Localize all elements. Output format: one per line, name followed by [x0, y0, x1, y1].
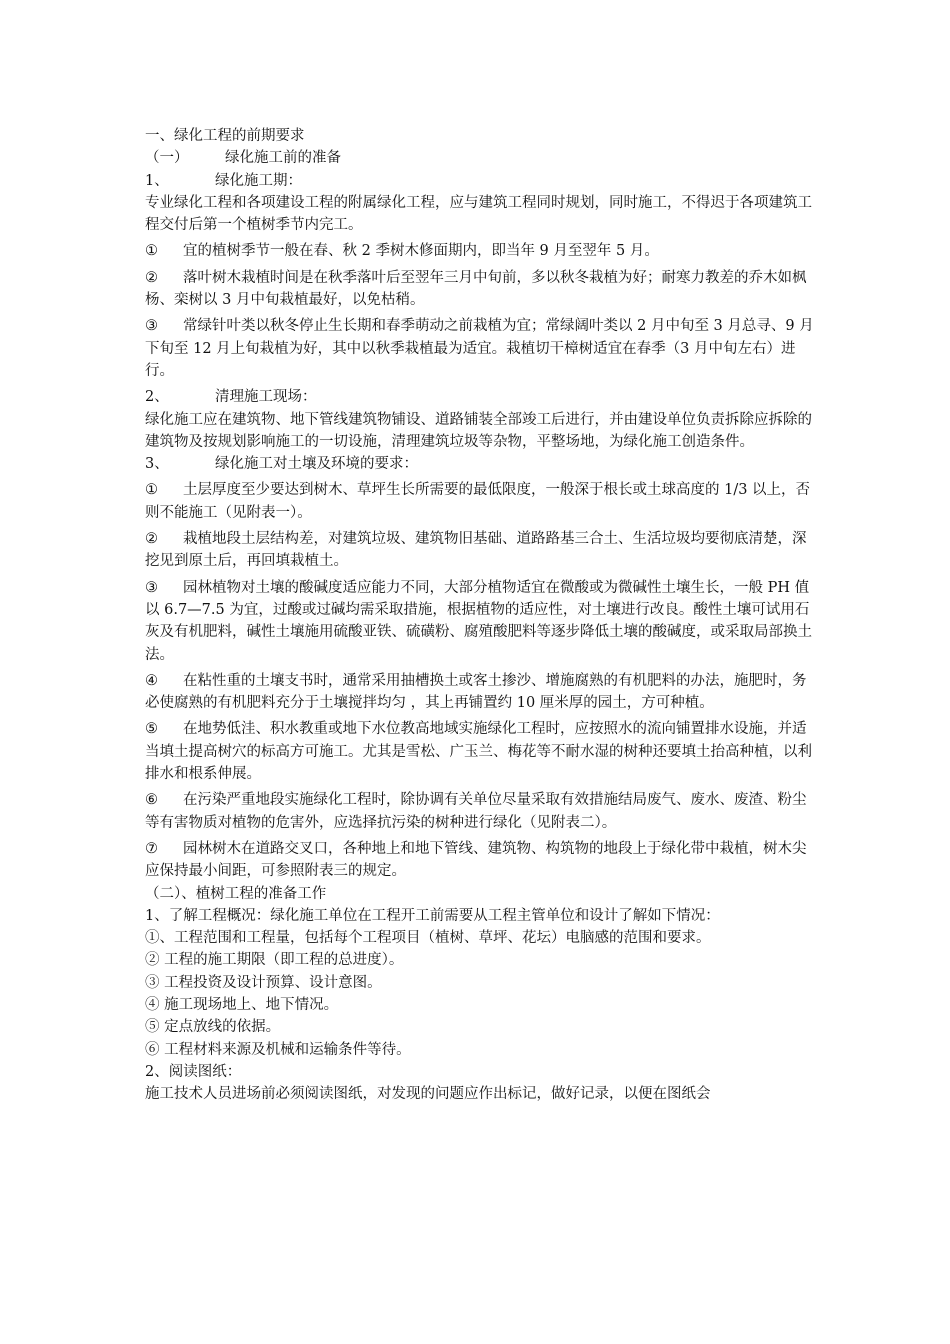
list-text: 园林植物对土壤的酸碱度适应能力不同，大部分植物适宜在微酸或为微碱性土壤生长，一般 PH 值以 6.7—7.5 为宜，过酸或过碱均需采取措施，根据植物的适应性，对土壤进行改良。酸性土壤可试用石灰及有机肥料，碱性土壤施用硫酸亚铁、硫磺粉、腐殖酸肥料等逐步降低土壤的酸碱度，或采取局部换土法。 — [145, 579, 812, 663]
list-marker: ① — [145, 243, 158, 260]
section-heading-1 — [145, 147, 815, 169]
list-text: 栽植地段土层结构差，对建筑垃圾、建筑物旧基础、道路路基三合土、生活垃圾均要彻底清楚，深挖见到原土后，再回填栽植土。 — [145, 531, 807, 570]
item-marker: 2、 — [145, 389, 169, 406]
list-marker: ③ — [145, 579, 158, 596]
list-item: ② 工程的施工期限（即工程的总进度）。 — [145, 952, 404, 969]
item-heading-2 — [145, 386, 815, 408]
list-item: ③ 工程投资及设计预算、设计意图。 — [145, 974, 382, 991]
section-heading-2: （二）、植树工程的准备工作 — [145, 885, 327, 902]
list-text: 落叶树木栽植时间是在秋季落叶后至翌年三月中旬前，多以秋冬栽植为好；耐寒力教差的乔木如枫杨、栾树以 3 月中旬栽植最好，以免枯稍。 — [145, 269, 807, 309]
item-title: 绿化施工对土壤及环境的要求： — [215, 456, 418, 473]
subsection-item-2: 2、阅读图纸： — [145, 1063, 242, 1080]
subsection-item-1: 1、了解工程概况：绿化施工单位在工程开工前需要从工程主管单位和设计了解如下情况： — [145, 907, 720, 924]
list-marker: ⑤ — [145, 721, 158, 738]
item-title: 清理施工现场： — [215, 389, 317, 406]
item-marker: 1、 — [145, 172, 169, 189]
list-item — [145, 528, 815, 573]
section-marker: （一） — [145, 150, 189, 167]
list-item — [145, 577, 815, 666]
list-item: ⑥ 工程材料来源及机械和运输条件等待。 — [145, 1041, 411, 1058]
list-item — [145, 838, 815, 883]
section-title: 绿化施工前的准备 — [225, 150, 341, 167]
item-heading-3 — [145, 453, 815, 475]
list-marker: ③ — [145, 318, 158, 335]
paragraph-item-2-text: 施工技术人员进场前必须阅读图纸，对发现的问题应作出标记，做好记录，以便在图纸会 — [145, 1086, 711, 1103]
list-item — [145, 315, 815, 382]
list-text: 在粘性重的土壤支书时，通常采用抽槽换土或客土掺沙、增施腐熟的有机肥料的办法，施肥时，务必使腐熟的有机肥料充分于土壤搅拌均匀 ，其上再铺置约 10 厘米厚的园土，方可种植。 — [145, 672, 807, 712]
list-text: 土层厚度至少要达到树木、草坪生长所需要的最低限度，一般深于根长或土球高度的 1/3 以上，否则不能施工（见附表一）。 — [145, 482, 811, 521]
item-marker: 3、 — [145, 456, 169, 473]
list-text: 在地势低洼、积水教重或地下水位教高地域实施绿化工程时，应按照水的流向铺置排水设施，并适当填土提高树穴的标高方可施工。尤其是雪松、广玉兰、梅花等不耐水湿的树种还要填土抬高种植，以利排水和根系伸展。 — [145, 721, 812, 783]
paragraph-item1: 专业绿化工程和各项建设工程的附属绿化工程，应与建筑工程同时规划，同时施工，不得迟于各项建筑工程交付后第一个植树季节内完工。 — [145, 194, 812, 234]
list-text: 常绿针叶类以秋冬停止生长期和春季萌动之前栽植为宜；常绿阔叶类以 2 月中旬至 3 月总寻、9 月下旬至 12 月上旬栽植为好，其中以秋季栽植最为适宜。栽植切干樟树适宜在春季（3 月中旬左右）进行。 — [145, 318, 814, 379]
item-heading-1 — [145, 170, 815, 192]
list-marker: ② — [145, 269, 158, 286]
list-marker: ② — [145, 531, 158, 548]
list-item — [145, 240, 815, 262]
list-marker: ⑦ — [145, 840, 158, 857]
list-item: ④ 施工现场地上、地下情况。 — [145, 996, 339, 1013]
paragraph-item2: 绿化施工应在建筑物、地下管线建筑物铺设、道路铺装全部竣工后进行，并由建设单位负责拆除应拆除的建筑物及按规划影响施工的一切设施，清理建筑垃圾等杂物，平整场地，为绿化施工创造条件。 — [145, 411, 812, 450]
list-item — [145, 789, 815, 834]
list-text: 宜的植树季节一般在春、秋 2 季树木修面期内，即当年 9 月至翌年 5 月。 — [183, 243, 659, 260]
list-text: 在污染严重地段实施绿化工程时，除协调有关单位尽量采取有效措施结局废气、废水、废渣、粉尘等有害物质对植物的危害外，应选择抗污染的树种进行绿化（见附表二）。 — [145, 792, 807, 831]
list-text: 园林树木在道路交叉口，各种地上和地下管线、建筑物、构筑物的地段上于绿化带中栽植，树木尖应保持最小间距，可参照附表三的规定。 — [145, 840, 807, 880]
list-marker: ④ — [145, 672, 158, 689]
list-marker: ⑥ — [145, 792, 158, 809]
list-marker: ① — [145, 482, 158, 499]
list-item — [145, 718, 815, 785]
list-item — [145, 670, 815, 715]
list-item — [145, 479, 815, 524]
main-heading: 一、绿化工程的前期要求 — [145, 128, 305, 144]
list-item: ⑤ 定点放线的依据。 — [145, 1019, 281, 1036]
document-page — [145, 125, 815, 1105]
item-title: 绿化施工期： — [215, 172, 302, 189]
list-item: ①、工程范围和工程量，包括每个工程项目（植树、草坪、花坛）电脑感的范围和要求。 — [145, 930, 711, 947]
list-item — [145, 267, 815, 312]
